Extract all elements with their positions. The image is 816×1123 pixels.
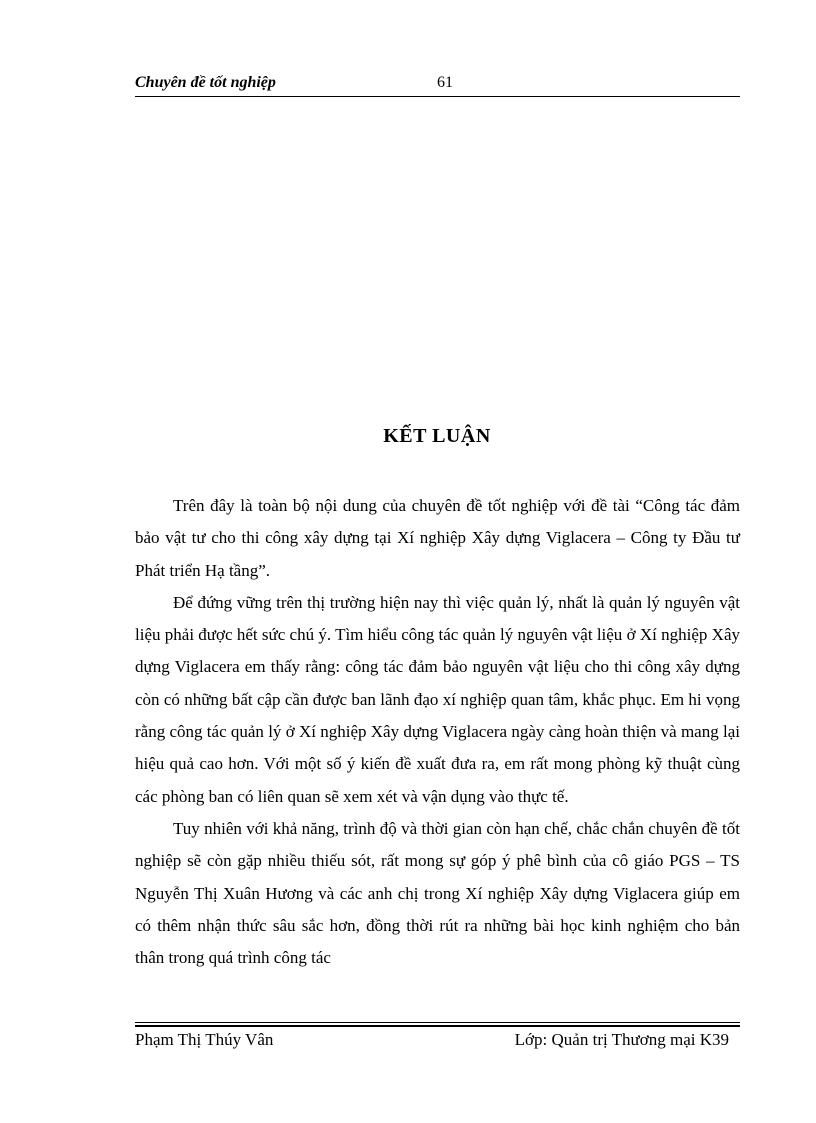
header-divider bbox=[135, 96, 740, 97]
paragraph-1: Trên đây là toàn bộ nội dung của chuyên đề tốt nghiệp với đề tài “Công tác đảm bảo vật tư cho thi công xây dựng tại Xí nghiệp Xây dựng Viglacera – Công ty Đầu tư Phát triển Hạ tầng”. bbox=[135, 496, 740, 580]
footer-class: Lớp: Quản trị Thương mại K39 bbox=[514, 1030, 729, 1049]
footer-author: Phạm Thị Thúy Vân bbox=[135, 1030, 274, 1049]
footer-divider-thin bbox=[135, 1022, 740, 1023]
page-number: 61 bbox=[437, 74, 453, 91]
header-title: Chuyên đề tốt nghiệp bbox=[135, 74, 276, 91]
section-heading: KẾT LUẬN bbox=[383, 425, 491, 447]
page-header bbox=[135, 74, 740, 98]
footer-divider-thick bbox=[135, 1025, 740, 1027]
paragraph-2: Để đứng vững trên thị trường hiện nay thì việc quản lý, nhất là quản lý nguyên vật liệu phải được hết sức chú ý. Tìm hiểu công tác quản lý nguyên vật liệu ở Xí nghiệp Xây dựng Viglacera em thấy rằng: công tác đảm bảo nguyên vật liệu cho thi công xây dựng còn có những bất cập cần được ban lãnh đạo xí nghiệp quan tâm, khắc phục. Em hi vọng rằng công tác quản lý ở Xí nghiệp Xây dựng Viglacera ngày càng hoàn thiện và mang lại hiệu quả cao hơn. Với một số ý kiến đề xuất đưa ra, em rất mong phòng kỹ thuật cùng các phòng ban có liên quan sẽ xem xét và vận dụng vào thực tế. bbox=[135, 592, 740, 806]
paragraph-3: Tuy nhiên với khả năng, trình độ và thời gian còn hạn chế, chắc chắn chuyên đề tốt nghiệp sẽ còn gặp nhiều thiếu sót, rất mong sự góp ý phê bình của cô giáo PGS – TS Nguyễn Thị Xuân Hương và các anh chị trong Xí nghiệp Xây dựng Viglacera giúp em có thêm nhận thức sâu sắc hơn, đồng thời rút ra những bài học kinh nghiệm cho bản thân trong quá trình công tác bbox=[135, 818, 740, 968]
body-text bbox=[135, 490, 740, 974]
